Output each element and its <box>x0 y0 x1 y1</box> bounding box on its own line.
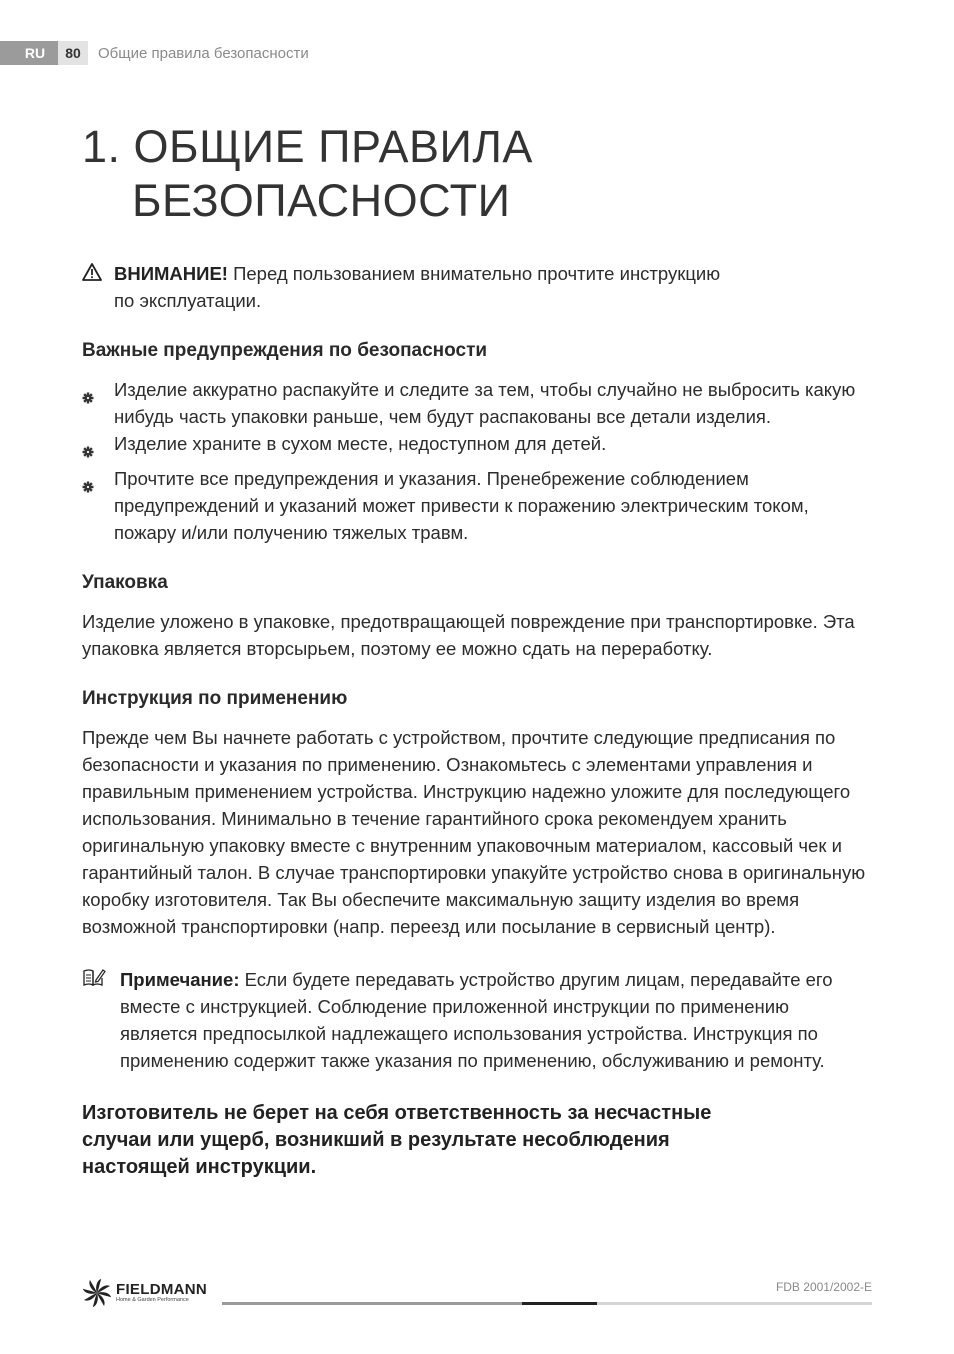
packaging-heading: Упаковка <box>82 572 168 593</box>
page-footer <box>82 1276 872 1316</box>
note-line-1: Примечание: Если будете передавать устройство другим лицам, передавайте его <box>120 969 833 990</box>
list-item-line: пожару и/или получению тяжелых травм. <box>114 522 469 543</box>
instructions-line: безопасности и указания по применению. Ознакомьтесь с элементами управления и <box>82 754 813 775</box>
instructions-line: использования. Минимально в течение гарантийного срока рекомендуем хранить <box>82 808 787 829</box>
packaging-line: упаковка является вторсырьем, поэтому ее можно сдать на переработку. <box>82 638 713 659</box>
brand-logo <box>82 1278 207 1308</box>
warning-label: ВНИМАНИЕ! <box>114 263 228 284</box>
model-number: FDB 2001/2002-E <box>775 1280 872 1294</box>
instructions-heading: Инструкция по применению <box>82 688 348 709</box>
warning-line-2: по эксплуатации. <box>114 290 262 311</box>
language-tab: RU <box>0 41 58 65</box>
disclaimer-line: случаи или ущерб, возникший в результате несоблюдения <box>82 1129 670 1151</box>
note-label: Примечание: <box>120 969 240 990</box>
brand-name: FIELDMANN <box>116 1281 208 1298</box>
warning-triangle-icon <box>82 260 114 314</box>
instructions-line: Прежде чем Вы начнете работать с устройством, прочтите следующие предписания по <box>82 727 836 748</box>
list-item-text <box>114 465 809 546</box>
gear-bullet-icon <box>82 376 114 430</box>
packaging-line: Изделие уложено в упаковке, предотвращающей повреждение при транспортировке. Эта <box>82 611 855 632</box>
page-content <box>82 120 882 1181</box>
instructions-line: оригинальную упаковку вместе с внутренним упаковочным материалом, кассовый чек и <box>82 835 842 856</box>
note-line: применению содержит также указания по применению, обслуживанию и ремонту. <box>120 1050 825 1071</box>
page-header <box>0 41 309 65</box>
safety-heading: Важные предупреждения по безопасности <box>82 340 488 361</box>
page-title <box>82 120 882 228</box>
list-item-line: Прочтите все предупреждения и указания. Пренебрежение соблюдением <box>114 468 749 489</box>
list-item <box>82 376 882 430</box>
list-item-line: Изделие аккуратно распакуйте и следите за тем, чтобы случайно не выбросить какую <box>114 379 856 400</box>
instructions-line: возможной транспортировки (напр. переезд или посылание в сервисный центр). <box>82 916 776 937</box>
running-section-title: Общие правила безопасности <box>98 44 309 62</box>
brand-tagline: Home & Garden Performance <box>116 1297 189 1303</box>
note-line: является предпосылкой надлежащего использования устройства. Инструкция по <box>120 1023 818 1044</box>
list-item-line: нибудь часть упаковки раньше, чем будут распакованы все детали изделия. <box>114 406 772 427</box>
list-item-text <box>114 376 855 430</box>
note-line: вместе с инструкцией. Соблюдение приложенной инструкции по применению <box>120 996 789 1017</box>
note-book-icon <box>82 966 120 1074</box>
warning-line-1: ВНИМАНИЕ! Перед пользованием внимательно прочтите инструкцию <box>114 263 721 284</box>
title-line-2: БЕЗОПАСНОСТИ <box>132 175 511 226</box>
disclaimer-line: настоящей инструкции. <box>82 1156 317 1178</box>
fan-logo-icon <box>82 1278 112 1308</box>
gear-bullet-icon <box>82 465 114 546</box>
list-item-line: Изделие храните в сухом месте, недоступном для детей. <box>114 433 607 454</box>
list-item-line: предупреждений и указаний может привести к поражению электрическим током, <box>114 495 809 516</box>
disclaimer-line: Изготовитель не берет на себя ответственность за несчастные <box>82 1102 712 1124</box>
list-item <box>82 465 882 546</box>
footer-rule <box>222 1302 872 1305</box>
note-block <box>82 966 882 1074</box>
packaging-text <box>82 608 882 662</box>
instructions-line: правильным применением устройства. Инструкцию надежно уложите для последующего <box>82 781 851 802</box>
page-number: 80 <box>58 41 88 65</box>
safety-list <box>82 376 882 546</box>
list-item-text <box>114 430 606 465</box>
gear-bullet-icon <box>82 430 114 465</box>
instructions-text <box>82 724 882 940</box>
warning-block <box>82 260 882 314</box>
instructions-line: гарантийный талон. В случае транспортировки упакуйте устройство снова в оригинальную <box>82 862 866 883</box>
instructions-line: коробку изготовителя. Так Вы обеспечите максимальную защиту изделия во время <box>82 889 800 910</box>
title-line-1: 1. ОБЩИЕ ПРАВИЛА <box>82 121 533 172</box>
list-item <box>82 430 882 465</box>
disclaimer <box>82 1100 882 1181</box>
